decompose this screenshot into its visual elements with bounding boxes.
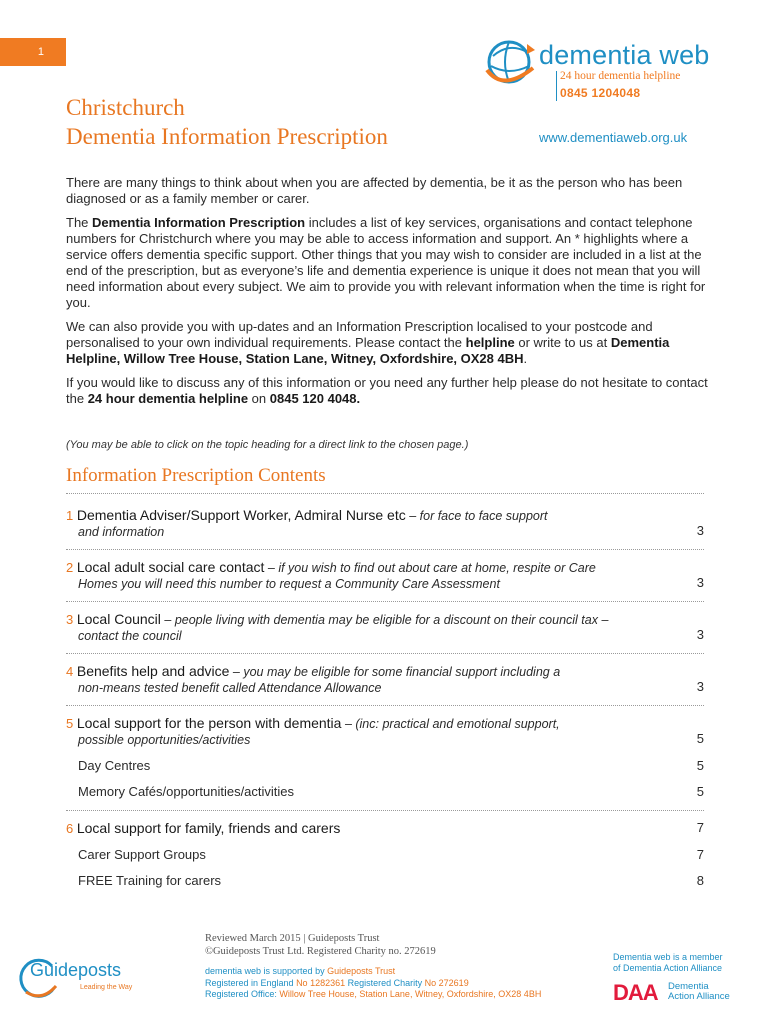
text: No 272619 <box>424 977 469 988</box>
entry-page: 5 <box>696 731 704 746</box>
contents-entry-2[interactable] <box>66 559 704 591</box>
text: Registered Charity <box>345 977 425 988</box>
text: Willow Tree House, Station Lane, Witney, Oxfordshire, OX28 4BH <box>279 989 542 999</box>
entry-description-cont: and information <box>78 525 165 539</box>
contents-heading: Information Prescription Contents <box>66 465 326 486</box>
entry-number: 4 <box>66 664 74 679</box>
logo-tagline: 24 hour dementia helpline <box>560 70 681 82</box>
entry-number: 1 <box>66 508 74 523</box>
contents-subentry-memory-cafes[interactable] <box>78 784 704 800</box>
contents-subentry-free-training[interactable] <box>78 873 704 889</box>
text: Dementia <box>668 981 709 992</box>
entry-description-cont: contact the council <box>78 629 182 643</box>
website-link[interactable]: www.dementiaweb.org.uk <box>539 130 688 145</box>
divider <box>66 601 704 602</box>
divider <box>66 493 704 494</box>
title-line-1: Christchurch <box>66 95 185 120</box>
entry-description: – for face to face support <box>405 509 548 523</box>
copyright-line: ©Guideposts Trust Ltd. Registered Charity no. 272619 <box>205 946 436 957</box>
logo-divider <box>556 71 557 101</box>
subentry-page: 5 <box>696 784 704 799</box>
title-line-2: Dementia Information Prescription <box>66 124 388 149</box>
text: includes a list of key services, organisations and contact telephone numbers for Christchurch where you may be able to access information and support. An * highlights where a service offers dementia specific support. Other things that you may wish to consider are included in a list at the end of the prescription, but as everyone’s life and dementia experience is unique it does not mean that you will need information about every subject. We aim to provide you with relevant information when the time is right for you. <box>66 215 706 310</box>
text: No 1282361 <box>296 977 346 988</box>
guideposts-tagline: Leading the Way <box>80 984 133 991</box>
entry-description: – (inc: practical and emotional support, <box>341 717 560 731</box>
entry-description-cont: non-means tested benefit called Attendance Allowance <box>78 681 382 695</box>
helpline-number: 0845 120 4048. <box>269 391 361 406</box>
subentry-label[interactable]: Day Centres <box>78 758 151 773</box>
entry-description-cont: Homes you will need this number to request a Community Care Assessment <box>78 577 500 591</box>
text: of Dementia Action Alliance <box>613 963 723 973</box>
text: Dementia web is a member <box>613 952 723 962</box>
text: or write to us at <box>514 335 611 350</box>
daa-name <box>668 982 730 1002</box>
intro-paragraph-3 <box>66 319 716 367</box>
contents-entry-6[interactable] <box>66 820 704 836</box>
text: Action Alliance <box>668 991 730 1002</box>
divider <box>66 810 704 811</box>
entry-title[interactable]: Local support for family, friends and carers <box>76 820 341 836</box>
entry-page: 3 <box>696 679 704 694</box>
subentry-label[interactable]: Carer Support Groups <box>78 847 206 862</box>
entry-page: 3 <box>696 627 704 642</box>
divider <box>66 705 704 706</box>
text: dementia web is supported by <box>205 966 328 976</box>
entry-number: 2 <box>66 560 74 575</box>
entry-description: – if you wish to find out about care at home, respite or Care <box>264 561 596 575</box>
entry-title[interactable]: Local adult social care contact <box>76 559 265 575</box>
subentry-page: 5 <box>696 758 704 773</box>
contents-entry-3[interactable] <box>66 611 704 643</box>
globe-swirl-icon <box>483 36 541 88</box>
intro-paragraph-2 <box>66 215 716 311</box>
contents-entry-5[interactable] <box>66 715 704 747</box>
entry-title[interactable]: Local support for the person with dementia <box>76 715 342 731</box>
entry-number: 6 <box>66 821 74 836</box>
entry-description: – you may be eligible for some financial support including a <box>229 665 561 679</box>
page-number-tab <box>0 38 66 66</box>
divider <box>66 549 704 550</box>
subentry-label[interactable]: Memory Cafés/opportunities/activities <box>78 784 295 799</box>
link-note: (You may be able to click on the topic heading for a direct link to the chosen page.) <box>66 439 469 451</box>
subentry-label[interactable]: FREE Training for carers <box>78 873 222 888</box>
logo-name: dementia web <box>539 40 710 70</box>
entry-page: 3 <box>696 523 704 538</box>
contents-subentry-day-centres[interactable] <box>78 758 704 774</box>
divider <box>66 653 704 654</box>
daa-logo: DAA <box>613 980 658 1005</box>
entry-description: – people living with dementia may be eligible for a discount on their council tax – <box>160 613 609 627</box>
entry-title[interactable]: Local Council <box>76 611 161 627</box>
dementia-web-logo[interactable] <box>483 36 723 106</box>
text: Registered Office: <box>205 989 280 999</box>
text: . <box>523 351 528 366</box>
text: Registered in England <box>205 977 297 988</box>
text: If you would like to discuss any of this information or you need any further help please do not hesitate to contact the <box>66 375 708 406</box>
text: Guideposts Trust <box>327 966 396 976</box>
emphasis: helpline <box>465 335 515 350</box>
entry-page: 3 <box>696 575 704 590</box>
entry-description-cont: possible opportunities/activities <box>78 733 251 747</box>
contents-entry-1[interactable] <box>66 507 704 539</box>
reviewed-line: Reviewed March 2015 | Guideposts Trust <box>205 933 380 944</box>
entry-number: 3 <box>66 612 74 627</box>
contents-subentry-carer-support[interactable] <box>78 847 704 863</box>
guideposts-logo <box>16 960 146 1000</box>
footer-registration <box>205 966 541 1001</box>
text: We can also provide you with up-dates and an Information Prescription localised to your postcode and personalised to your own individual requirements. Please contact the <box>66 319 653 350</box>
text: The <box>66 215 93 230</box>
entry-title[interactable]: Benefits help and advice <box>76 663 230 679</box>
guideposts-name: Guideposts <box>30 960 122 980</box>
intro-text <box>66 175 716 415</box>
page-title <box>66 93 388 151</box>
entry-page: 7 <box>696 820 704 835</box>
footer-review <box>205 932 436 958</box>
emphasis: Dementia Information Prescription <box>92 215 306 230</box>
intro-paragraph-4 <box>66 375 716 407</box>
entry-number: 5 <box>66 716 74 731</box>
page-number: 1 <box>37 46 44 58</box>
contents-entry-4[interactable] <box>66 663 704 695</box>
daa-membership-note <box>613 952 723 974</box>
subentry-page: 7 <box>696 847 704 862</box>
intro-paragraph-1: There are many things to think about when you are affected by dementia, be it as the person who has been diagnosed or as a family member or carer. <box>66 175 683 206</box>
text: on <box>248 391 270 406</box>
logo-phone: 0845 1204048 <box>560 86 641 100</box>
emphasis: 24 hour dementia helpline <box>87 391 249 406</box>
subentry-page: 8 <box>696 873 704 888</box>
address: Dementia Helpline, Willow Tree House, Station Lane, Witney, Oxfordshire, OX28 4BH <box>66 335 670 366</box>
entry-title[interactable]: Dementia Adviser/Support Worker, Admiral Nurse etc <box>76 507 406 523</box>
